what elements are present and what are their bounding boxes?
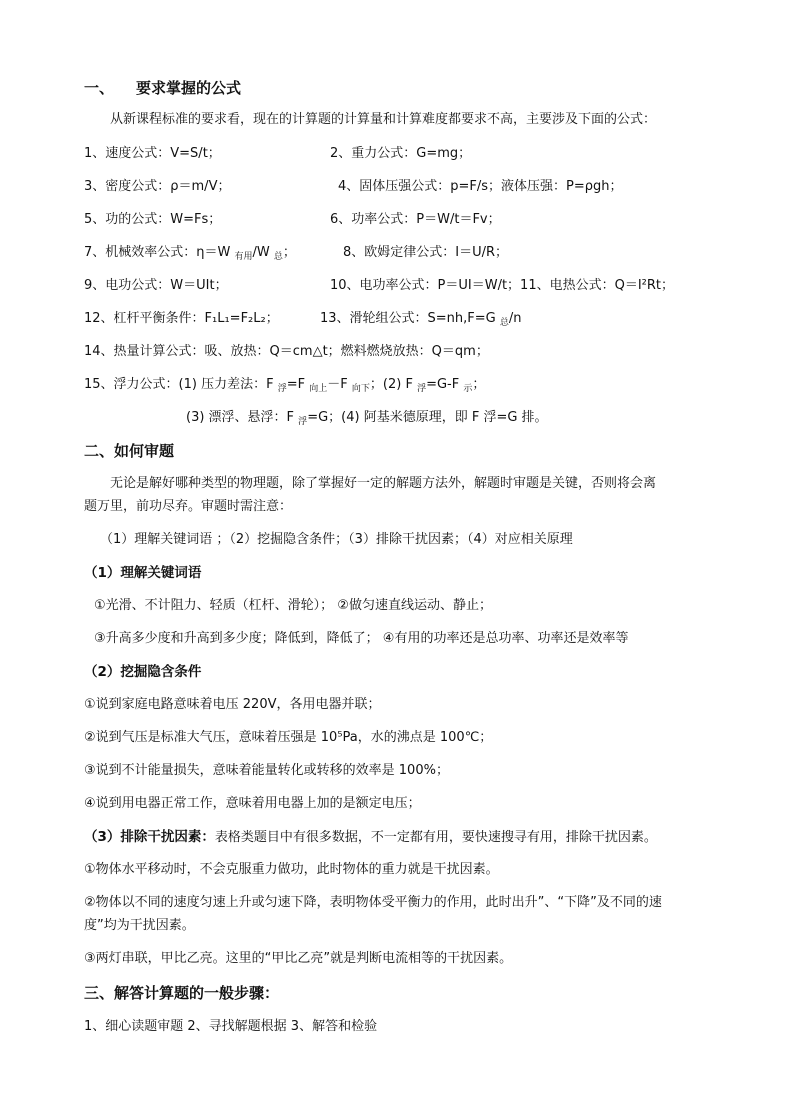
buoyancy-float-sub: 浮 (298, 417, 308, 427)
buoyancy-sub-2: 浮 (417, 384, 427, 394)
formula-gravity: 2、重力公式：G=mg； (330, 146, 472, 161)
subsection3-heading (84, 827, 657, 848)
section3-steps: 1、细心读题审题 2、寻找解题根据 3、解答和检验 (84, 1019, 378, 1034)
formula-density: 3、密度公式：ρ＝m/V； (84, 179, 231, 194)
formula-electric-work: 9、电功公式：W＝UIt； (84, 278, 228, 293)
formula-buoyancy-2 (186, 408, 548, 432)
subsection3-intro: 表格类题目中有很多数据，不一定都有用，要快速搜寻有用，排除干扰因素。 (214, 830, 657, 845)
buoyancy-text-2: =F (286, 377, 310, 392)
subsection3-line3: ③两灯串联，甲比乙亮。这里的“甲比乙亮”就是判断电流相等的干扰因素。 (84, 951, 513, 966)
buoyancy-text-5: =G-F (426, 377, 464, 392)
subsection3-title: （3）排除干扰因素： (84, 829, 215, 845)
subsection1-line1: ①光滑、不计阻力、轻质（杠杆、滑轮）； ②做匀速直线运动、静止； (94, 598, 492, 613)
formula-work: 5、功的公式：W=Fs； (84, 212, 222, 227)
formula-heat: 14、热量计算公式：吸、放热：Q＝cm△t；燃料燃烧放热：Q＝qm； (84, 344, 489, 359)
pulley-end: /n (508, 311, 522, 326)
subsection3-line2a: ②物体以不同的速度匀速上升或匀速下降，表明物体受平衡力的作用，此时出升”、“下降”及不同的速 (84, 895, 662, 910)
buoyancy-sub-1: 浮 (277, 384, 287, 394)
buoyancy-archimedes: =G；(4) 阿基米德原理，即 F 浮=G 排。 (307, 410, 548, 425)
buoyancy-sub-show: 示 (463, 384, 473, 394)
section1-intro: 从新课程标准的要求看，现在的计算题的计算量和计算难度都要求不高，主要涉及下面的公式： (110, 112, 657, 127)
formula-lever: 12、杠杆平衡条件：F₁L₁=F₂L₂； (84, 311, 279, 326)
subsection2-line2: ②说到气压是标准大气压，意味着压强是 10⁵Pa，水的沸点是 100℃； (84, 730, 493, 745)
section3-heading: 三、解答计算题的一般步骤： (84, 984, 280, 1002)
formula-pulley (320, 309, 522, 333)
formula-power: 6、功率公式：P＝W/t＝Fv； (330, 212, 501, 227)
section2-list: （1）理解关键词语 ；（2）挖掘隐含条件；（3）排除干扰因素；（4）对应相关原理 (100, 532, 573, 547)
useful-subscript: 有用 (234, 252, 253, 262)
formula-pressure: 4、固体压强公式：p=F/s；液体压强：P=ρgh； (338, 179, 623, 194)
formula-speed: 1、速度公式：V=S/t； (84, 146, 221, 161)
section2-paragraph-line2: 题万里，前功尽弃。审题时需注意： (84, 499, 293, 514)
subsection3-line1: ①物体水平移动时，不会克服重力做功，此时物体的重力就是干扰因素。 (84, 862, 499, 877)
buoyancy-text-6: ； (472, 377, 486, 392)
formula-ohm: 8、欧姆定律公式：I＝U/R； (343, 245, 509, 260)
pulley-text: 13、滑轮组公式：S=nh,F=G (320, 311, 500, 326)
efficiency-text: 7、机械效率公式：η＝W (84, 245, 235, 260)
subsection2-line4: ④说到用电器正常工作，意味着用电器上加的是额定电压； (84, 796, 421, 811)
formula-buoyancy-1 (84, 375, 485, 399)
buoyancy-sub-up: 向上 (309, 384, 328, 394)
efficiency-divide: /W (252, 245, 274, 260)
section1-number: 一、 (84, 79, 115, 97)
buoyancy-text-1: 15、浮力公式：(1) 压力差法：F (84, 377, 278, 392)
buoyancy-sub-down: 向下 (351, 384, 370, 394)
buoyancy-text-3: －F (327, 377, 352, 392)
subsection2-line1: ①说到家庭电路意味着电压 220V，各用电器并联； (84, 697, 381, 712)
total-subscript: 总 (273, 252, 283, 262)
pulley-subscript: 总 (499, 318, 509, 328)
subsection2-title: （2）挖掘隐含条件 (84, 664, 202, 680)
buoyancy-float-text: (3) 漂浮、悬浮：F (186, 410, 299, 425)
section2-heading: 二、如何审题 (84, 442, 175, 460)
section1-title: 要求掌握的公式 (136, 79, 242, 97)
section2-paragraph-line1: 无论是解好哪种类型的物理题，除了掌握好一定的解题方法外，解题时审题是关键，否则将会离 (110, 476, 657, 491)
formula-efficiency (84, 243, 296, 267)
subsection1-line2: ③升高多少度和升高到多少度；降低到，降低了； ④有用的功率还是总功率、功率还是效率等 (94, 631, 629, 646)
section1-heading (84, 78, 241, 98)
efficiency-end: ； (282, 245, 296, 260)
subsection2-line3: ③说到不计能量损失，意味着能量转化或转移的效率是 100%； (84, 763, 449, 778)
formula-electric-power-heat: 10、电功率公式：P＝UI＝W/t；11、电热公式：Q＝I²Rt； (330, 278, 675, 293)
subsection1-title: （1）理解关键词语 (84, 565, 202, 581)
subsection3-line2b: 度”均为干扰因素。 (84, 918, 195, 933)
buoyancy-text-4: ；(2) F (369, 377, 418, 392)
